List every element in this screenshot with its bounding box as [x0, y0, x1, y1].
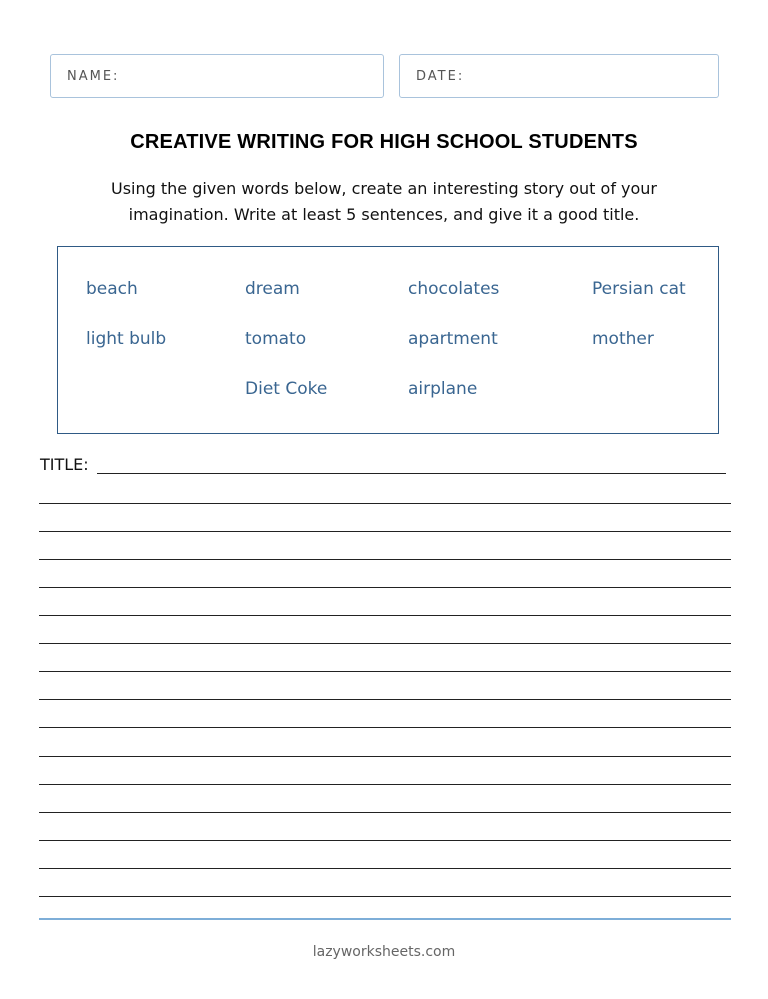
date-label: DATE:	[416, 68, 465, 84]
word-bank-item: chocolates	[408, 279, 500, 299]
writing-line[interactable]	[39, 699, 731, 700]
writing-line[interactable]	[39, 643, 731, 644]
writing-line[interactable]	[39, 503, 731, 504]
name-label: NAME:	[67, 68, 120, 84]
writing-line[interactable]	[39, 531, 731, 532]
word-bank-item: Diet Coke	[245, 379, 328, 399]
word-bank-item: mother	[592, 329, 654, 349]
writing-line[interactable]	[39, 868, 731, 869]
word-bank-item: beach	[86, 279, 138, 299]
word-bank-item: airplane	[408, 379, 478, 399]
word-bank-item: Persian cat	[592, 279, 686, 299]
footer-divider	[39, 918, 731, 920]
writing-line[interactable]	[39, 727, 731, 728]
word-bank-item: dream	[245, 279, 300, 299]
writing-line[interactable]	[39, 756, 731, 757]
writing-line[interactable]	[39, 784, 731, 785]
worksheet-instructions: Using the given words below, create an interesting story out of your imagination. Write at least 5 sentences, and give it a good title.	[110, 179, 658, 224]
writing-line[interactable]	[39, 559, 731, 560]
word-bank-item: apartment	[408, 329, 498, 349]
date-field[interactable]	[399, 54, 719, 98]
writing-line[interactable]	[39, 812, 731, 813]
writing-line[interactable]	[39, 615, 731, 616]
writing-line[interactable]	[39, 671, 731, 672]
word-bank	[57, 246, 719, 434]
word-bank-item: light bulb	[86, 329, 167, 349]
name-field[interactable]	[50, 54, 384, 98]
story-title-input-line[interactable]	[97, 473, 726, 474]
writing-line[interactable]	[39, 840, 731, 841]
worksheet-title: CREATIVE WRITING FOR HIGH SCHOOL STUDENTS	[130, 131, 638, 153]
story-title-label: TITLE:	[40, 455, 89, 474]
footer-site: lazyworksheets.com	[312, 944, 456, 960]
word-bank-item: tomato	[245, 329, 307, 349]
writing-line[interactable]	[39, 587, 731, 588]
writing-line[interactable]	[39, 896, 731, 897]
